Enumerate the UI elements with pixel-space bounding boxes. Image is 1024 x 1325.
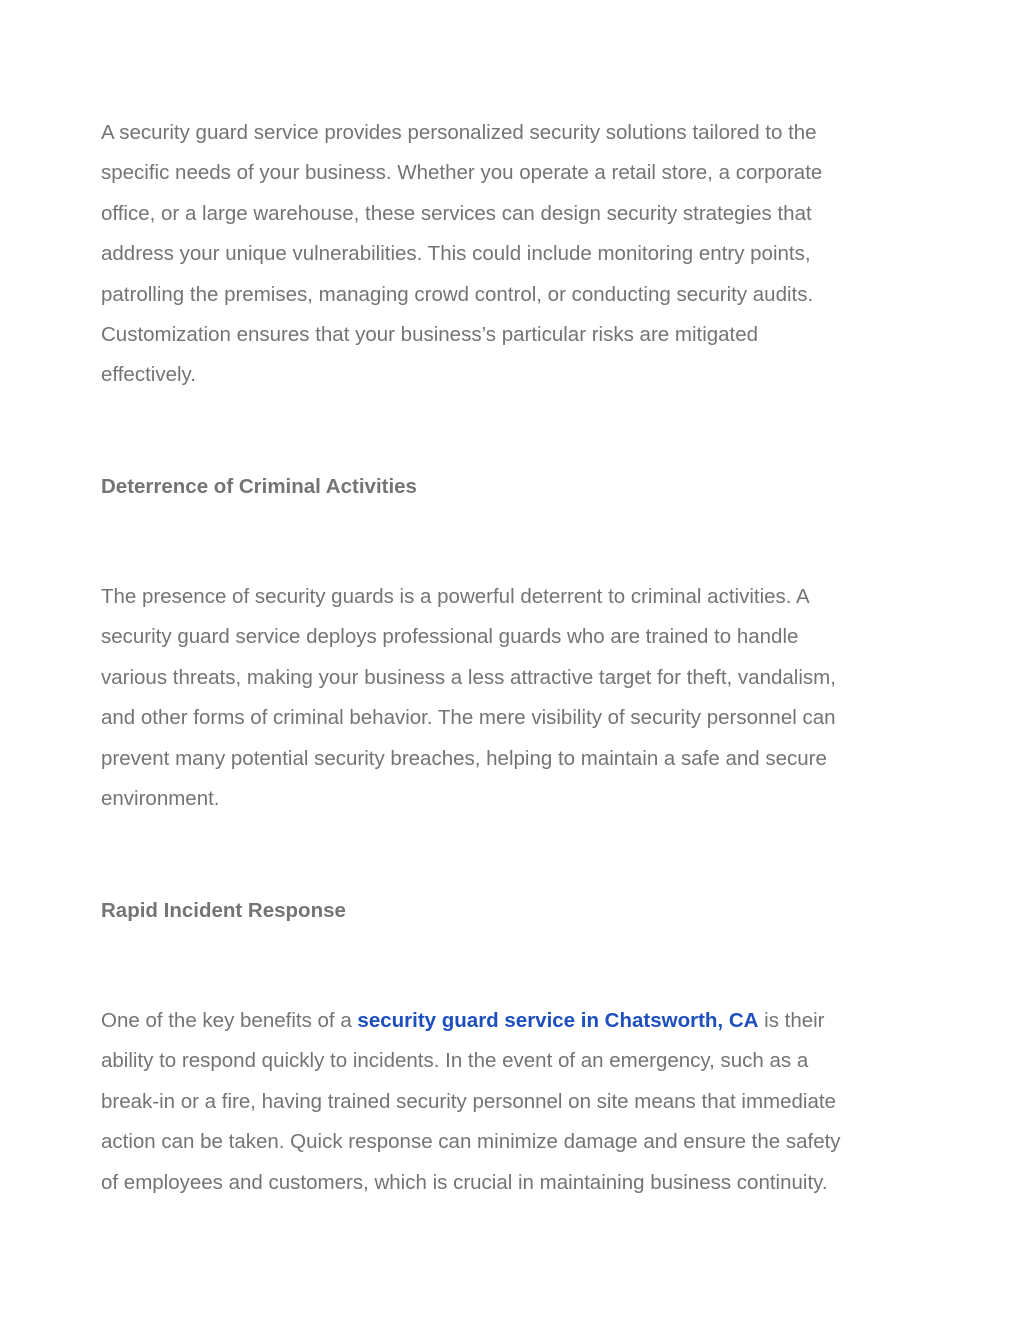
paragraph-line: office, or a large warehouse, these services can design security strategies that — [101, 201, 812, 225]
paragraph-line: patrolling the premises, managing crowd control, or conducting security audits. — [101, 282, 814, 306]
paragraph-line: Customization ensures that your business’s particular risks are mitigated — [101, 323, 759, 347]
paragraph-line: A security guard service provides personalized security solutions tailored to the — [101, 121, 817, 144]
paragraph-customization — [101, 113, 822, 396]
paragraph-text: is their — [758, 1009, 825, 1032]
paragraph-line — [101, 1001, 841, 1041]
paragraph-line: ability to respond quickly to incidents. In the event of an emergency, such as a — [101, 1049, 809, 1073]
paragraph-text: One of the key benefits of a — [101, 1009, 358, 1032]
paragraph-line: of employees and customers, which is crucial in maintaining business continuity. — [101, 1170, 828, 1194]
paragraph-line: address your unique vulnerabilities. This could include monitoring entry points, — [101, 242, 811, 266]
paragraph-line: effectively. — [101, 363, 196, 387]
paragraph-line: break-in or a fire, having trained security personnel on site means that immediate — [101, 1089, 836, 1113]
paragraph-line: prevent many potential security breaches, helping to maintain a safe and secure — [101, 746, 827, 770]
paragraph-rapid-response — [101, 1001, 841, 1203]
paragraph-line: specific needs of your business. Whether you operate a retail store, a corporate — [101, 161, 823, 185]
heading-rapid-response: Rapid Incident Response — [101, 899, 346, 922]
paragraph-line: and other forms of criminal behavior. The mere visibility of security personnel can — [101, 706, 836, 730]
paragraph-line: various threats, making your business a less attractive target for theft, vandalism, — [101, 665, 836, 689]
paragraph-line: security guard service deploys professional guards who are trained to handle — [101, 625, 799, 649]
paragraph-line: environment. — [101, 787, 220, 811]
chatsworth-service-link[interactable]: security guard service in Chatsworth, CA — [357, 1009, 759, 1032]
paragraph-line: action can be taken. Quick response can minimize damage and ensure the safety — [101, 1130, 841, 1154]
heading-deterrence: Deterrence of Criminal Activities — [101, 475, 417, 498]
paragraph-deterrence — [101, 577, 836, 819]
paragraph-line: The presence of security guards is a powerful deterrent to criminal activities. A — [101, 585, 810, 608]
